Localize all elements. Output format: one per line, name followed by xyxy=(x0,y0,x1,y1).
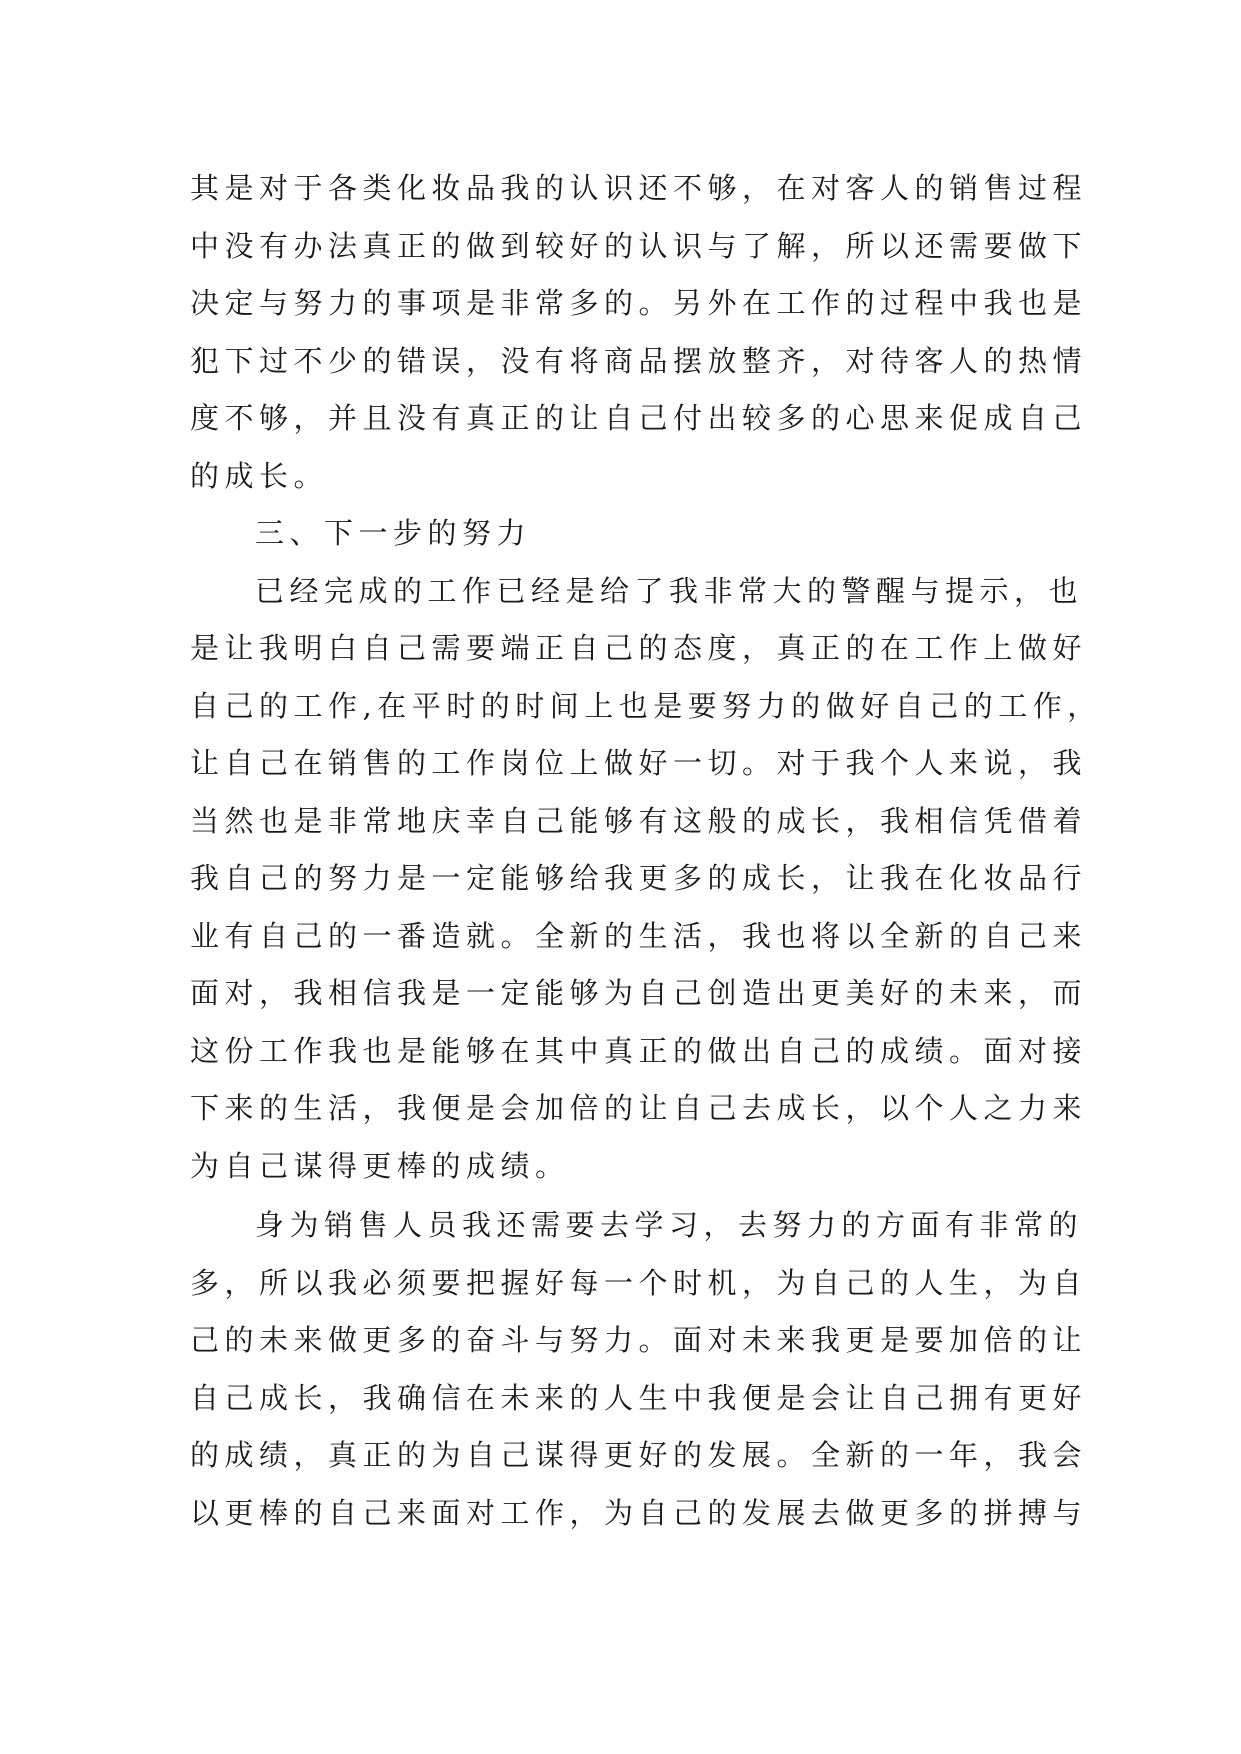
text-line: 自己的工作,在平时的时间上也是要努力的做好自己的工作， xyxy=(190,688,1102,723)
paragraph-next-steps xyxy=(190,563,1102,1196)
text-line: 业有自己的一番造就。全新的生活，我也将以全新的自己来 xyxy=(190,918,1088,953)
text-line: 中没有办法真正的做到较好的认识与了解，所以还需要做下 xyxy=(190,228,1088,263)
text-line: 当然也是非常地庆幸自己能够有这般的成长，我相信凭借着 xyxy=(190,803,1088,838)
text-line: 的成绩，真正的为自己谋得更好的发展。全新的一年，我会 xyxy=(190,1438,1088,1472)
text-line: 多，所以我必须要把握好每一个时机，为自己的人生，为自 xyxy=(190,1265,1088,1300)
text-line: 其是对于各类化妆品我的认识还不够，在对客人的销售过程 xyxy=(190,171,1088,205)
text-line: 是让我明白自己需要端正自己的态度，真正的在工作上做好 xyxy=(190,631,1088,665)
text-line: 度不够，并且没有真正的让自己付出较多的心思来促成自己 xyxy=(190,401,1088,435)
text-line: 为自己谋得更棒的成绩。 xyxy=(190,1148,570,1183)
text-line: 决定与努力的事项是非常多的。另外在工作的过程中我也是 xyxy=(190,286,1088,320)
text-line: 面对，我相信我是一定能够为自己创造出更美好的未来，而 xyxy=(190,976,1088,1010)
text-line: 己的未来做更多的奋斗与努力。面对未来我更是要加倍的让 xyxy=(190,1323,1088,1357)
text-line: 犯下过不少的错误，没有将商品摆放整齐，对待客人的热情 xyxy=(190,343,1088,378)
text-line: 自己成长，我确信在未来的人生中我便是会让自己拥有更好 xyxy=(190,1380,1088,1415)
text-line: 身为销售人员我还需要去学习，去努力的方面有非常的 xyxy=(255,1208,1084,1242)
section-heading: 三、下一步的努力 xyxy=(255,516,532,550)
text-line: 已经完成的工作已经是给了我非常大的警醒与提示，也 xyxy=(255,573,1084,608)
paragraph-continued xyxy=(190,160,1088,505)
text-line: 我自己的努力是一定能够给我更多的成长，让我在化妆品行 xyxy=(190,861,1088,895)
document-page xyxy=(190,160,1102,1542)
text-line: 下来的生活，我便是会加倍的让自己去成长，以个人之力来 xyxy=(190,1091,1088,1125)
text-line: 以更棒的自己来面对工作，为自己的发展去做更多的拼搏与 xyxy=(190,1495,1088,1530)
text-line: 的成长。 xyxy=(190,458,329,493)
text-line: 让自己在销售的工作岗位上做好一切。对于我个人来说，我 xyxy=(190,746,1088,780)
paragraph-sales-staff xyxy=(190,1197,1088,1542)
text-line: 这份工作我也是能够在其中真正的做出自己的成绩。面对接 xyxy=(190,1033,1088,1068)
